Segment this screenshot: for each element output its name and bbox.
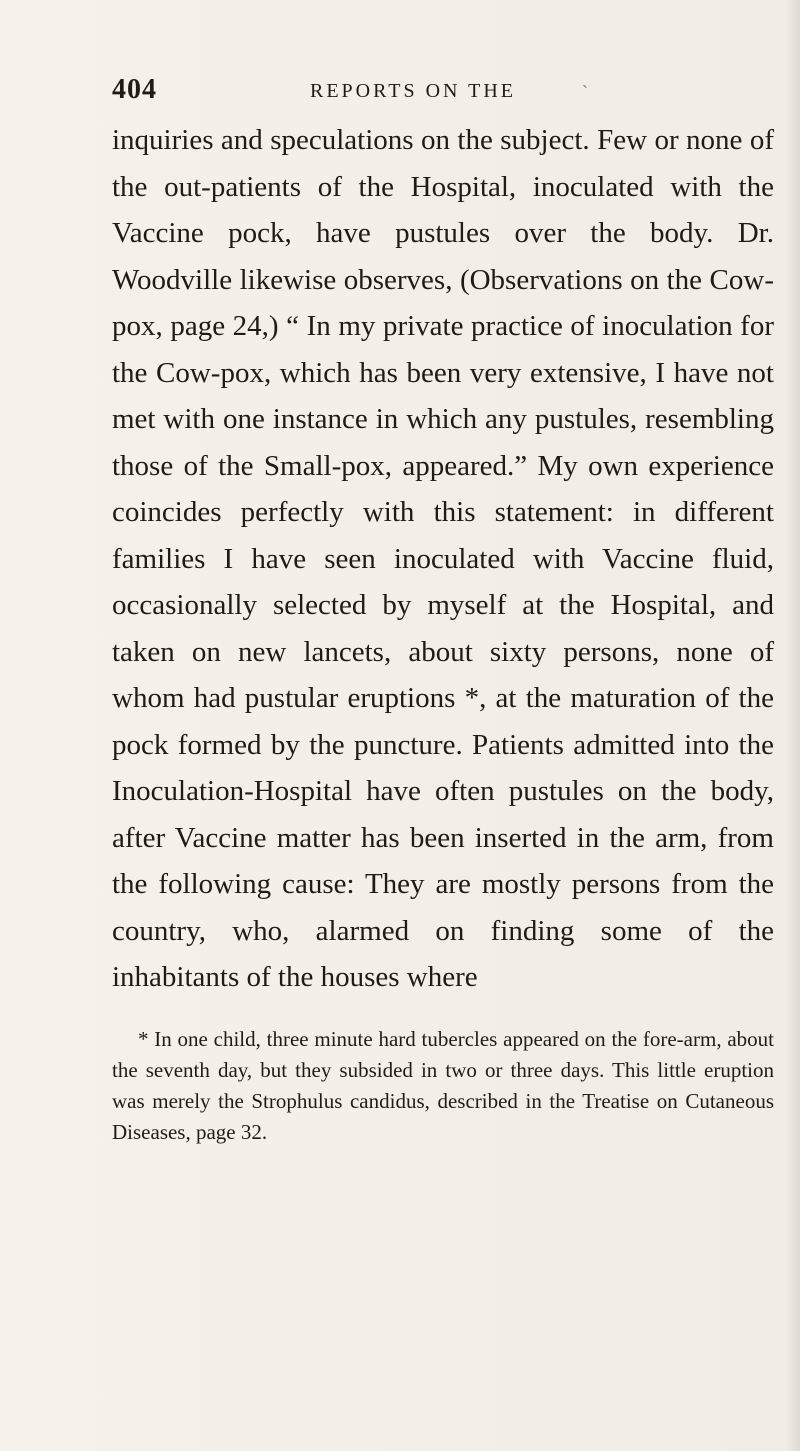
- header-mark: `: [582, 82, 588, 102]
- footnote: * In one child, three minute hard tubercles appeared on the fore-arm, about the seventh day, but they subsided in two or three days. This little eruption was merely the Strophulus candidus, described in the Treatise on Cutaneous Diseases, page 32.: [112, 1027, 774, 1144]
- running-head: REPORTS ON THE: [310, 80, 517, 102]
- page-edge-shadow: [786, 0, 800, 1451]
- page-number: 404: [112, 74, 157, 105]
- main-paragraph: inquiries and speculations on the subject. Few or none of the out-patients of the Hospital, inoculated with the Vaccine pock, have pustules over the body. Dr. Woodville likewise observes, (Observations on the Cow-pox, page 24,) “ In my private practice of inoculation for the Cow-pox, which has been very extensive, I have not met with one instance in which any pustules, resembling those of the Small-pox, appeared.” My own experience coincides perfectly with this statement: in different families I have seen inoculated with Vaccine fluid, occasionally selected by myself at the Hospital, and taken on new lancets, about sixty persons, none of whom had pustular eruptions *, at the maturation of the pock formed by the puncture. Patients admitted into the Inoculation-Hospital have often pustules on the body, after Vaccine matter has been inserted in the arm, from the following cause: They are mostly persons from the country, who, alarmed on finding some of the inhabitants of the houses where: [112, 124, 774, 993]
- page-header: [112, 74, 672, 108]
